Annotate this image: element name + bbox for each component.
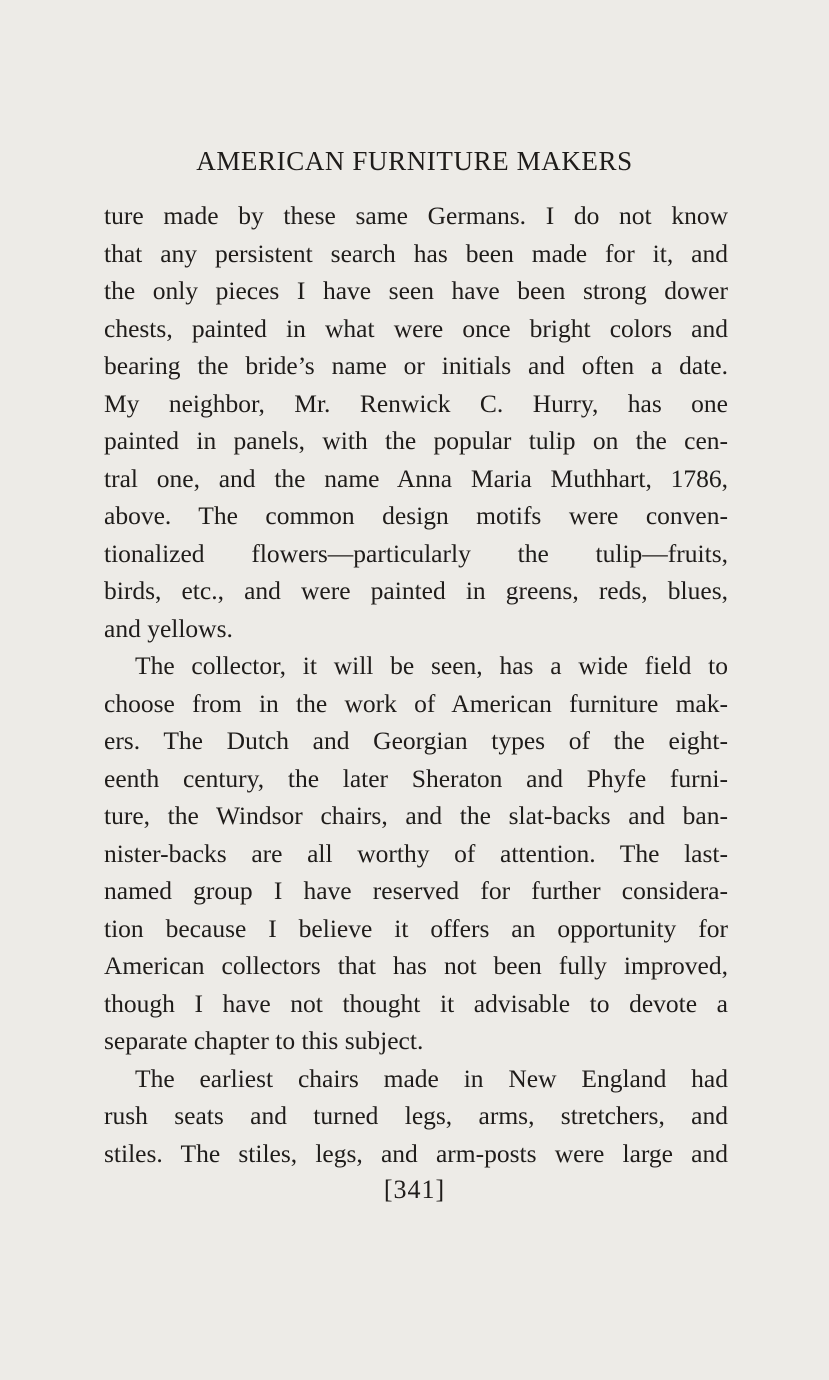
text-line: painted in panels, with the popular tulip on the cen- [104, 426, 728, 455]
text-line: The earliest chairs made in New England had [135, 1063, 728, 1093]
text-line: American collectors that has not been fully improved, [104, 951, 728, 980]
text-line: and yellows. [104, 613, 233, 643]
text-line: above. The common design motifs were conven- [104, 501, 728, 530]
text-line: though I have not thought it advisable to devote a [104, 988, 728, 1018]
text-line: the only pieces I have seen have been strong dower [104, 276, 728, 305]
text-line: nister-backs are all worthy of attention. The last- [104, 838, 728, 868]
body-text [104, 197, 728, 1172]
text-line: bearing the bride’s name or initials and often a date. [104, 351, 728, 380]
text-line: named group I have reserved for further considera- [104, 876, 728, 905]
text-line: that any persistent search has been made for it, and [104, 238, 728, 268]
page-number: [341] [383, 1175, 446, 1204]
text-line: tral one, and the name Anna Maria Muthhart, 1786, [104, 463, 728, 493]
text-line: chests, painted in what were once bright colors and [104, 313, 728, 343]
text-line: choose from in the work of American furniture mak- [104, 688, 728, 718]
paragraph [104, 197, 728, 647]
text-line: ture made by these same Germans. I do not know [104, 201, 728, 230]
text-line: eenth century, the later Sheraton and Phyfe furni- [104, 763, 728, 793]
text-line: separate chapter to this subject. [104, 1026, 424, 1055]
text-line: ture, the Windsor chairs, and the slat-backs and ban- [104, 801, 728, 830]
paragraph [104, 647, 728, 1060]
text-line: My neighbor, Mr. Renwick C. Hurry, has one [104, 388, 728, 418]
paragraph [104, 1060, 728, 1173]
text-line: birds, etc., and were painted in greens, reds, blues, [104, 576, 728, 605]
text-line: rush seats and turned legs, arms, stretchers, and [104, 1101, 728, 1130]
text-line: stiles. The stiles, legs, and arm-posts were large and [104, 1138, 728, 1168]
text-line: The collector, it will be seen, has a wide field to [135, 651, 728, 680]
text-line: tion because I believe it offers an opportunity for [104, 913, 728, 943]
text-line: tionalized flowers—particularly the tulip—fruits, [104, 538, 728, 568]
running-head: AMERICAN FURNITURE MAKERS [196, 146, 633, 176]
text-line: ers. The Dutch and Georgian types of the eight- [104, 726, 728, 755]
